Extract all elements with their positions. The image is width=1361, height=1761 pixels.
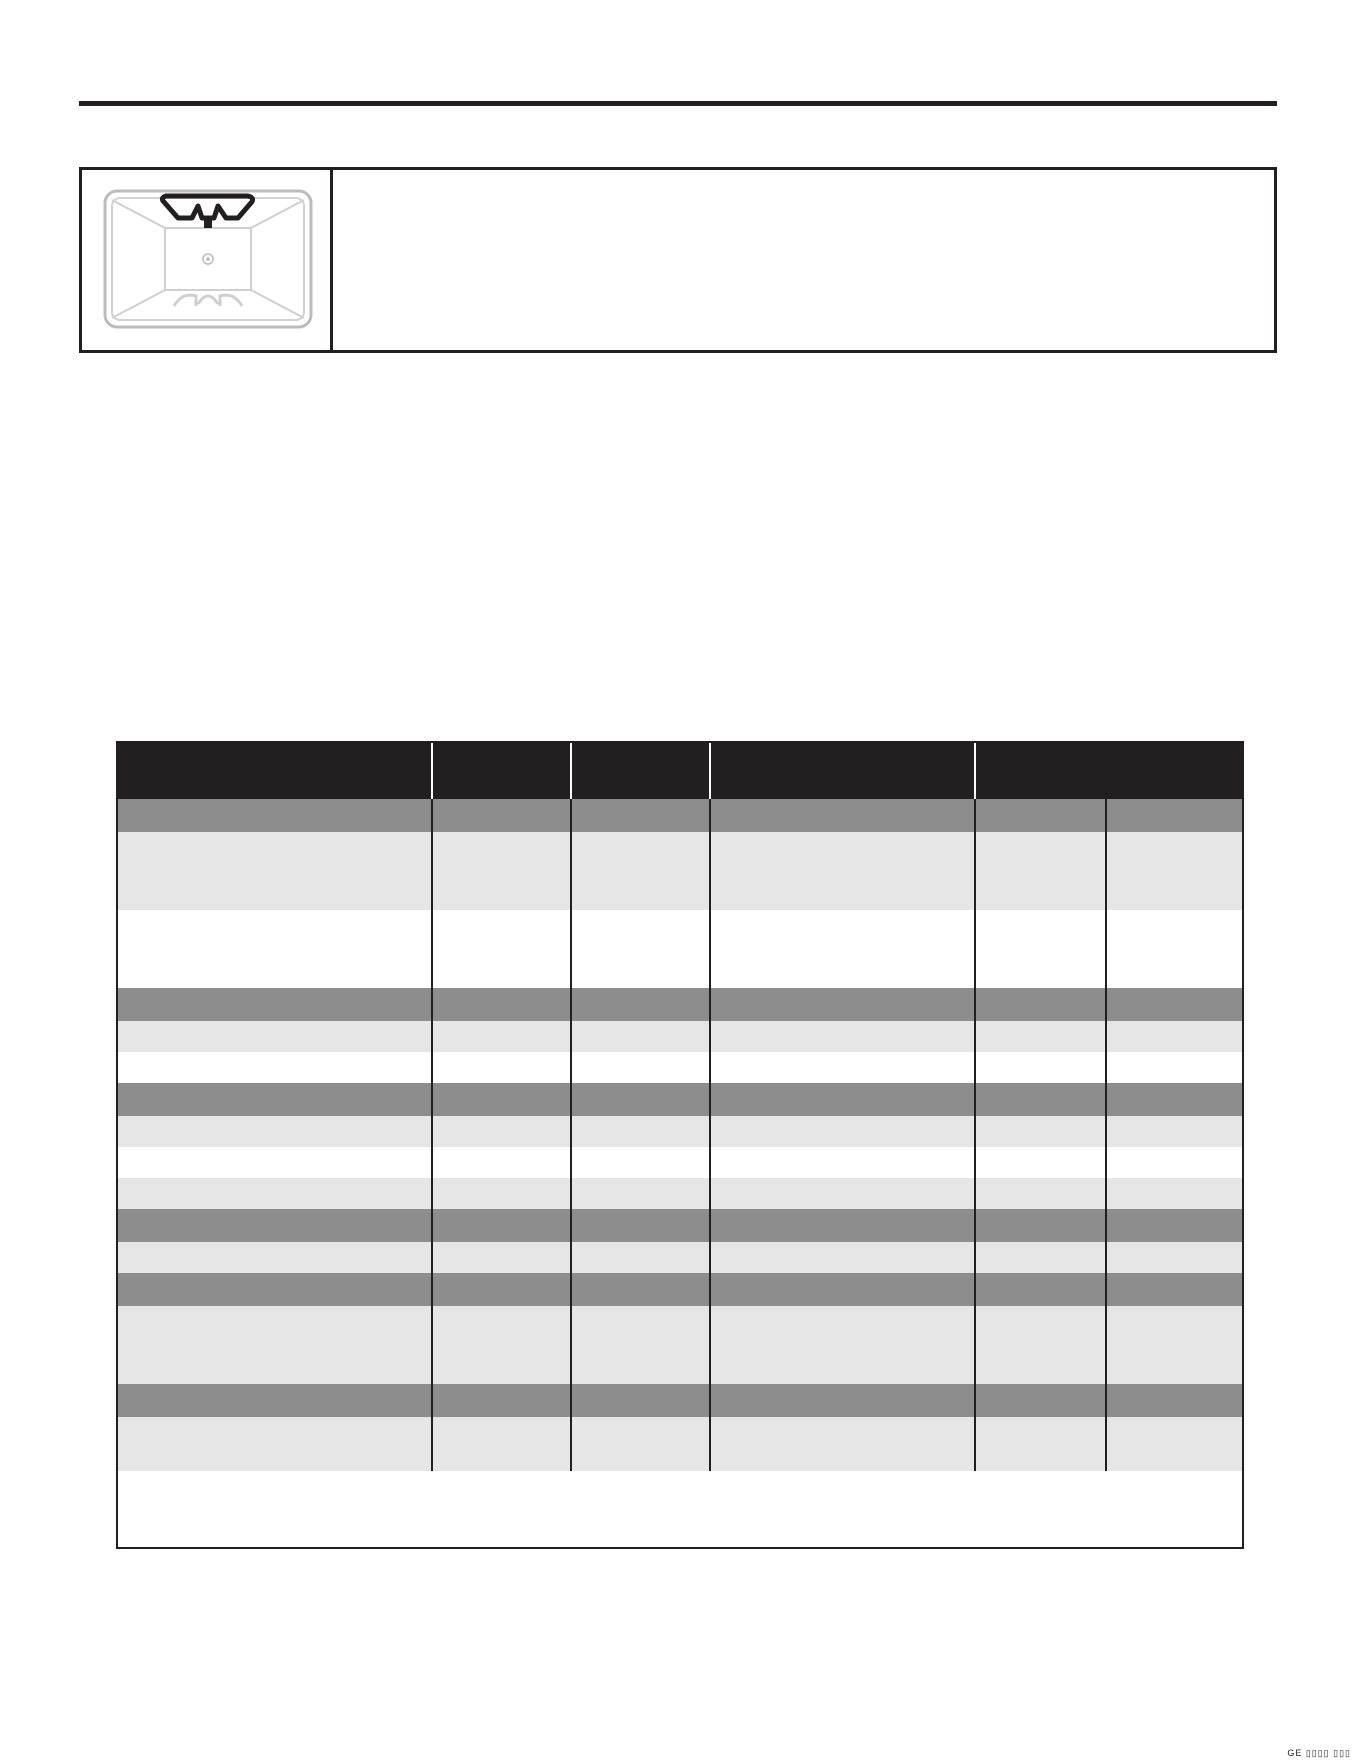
table-cell	[1106, 1417, 1244, 1471]
table-cell	[116, 910, 432, 988]
table-cell	[1106, 1242, 1244, 1273]
table-cell	[432, 1273, 571, 1306]
table-cell	[571, 1052, 710, 1083]
table-cell	[710, 1209, 975, 1242]
table-cell	[571, 1083, 710, 1116]
table-cell	[116, 1116, 432, 1147]
table-cell	[975, 1083, 1106, 1116]
table-cell	[571, 1021, 710, 1052]
table-cell	[116, 799, 432, 832]
table-cell	[710, 1384, 975, 1417]
table-cell	[116, 1242, 432, 1273]
table-cell	[1106, 1052, 1244, 1083]
table-cell	[975, 910, 1106, 988]
table-cell	[571, 799, 710, 832]
table-cell	[432, 1209, 571, 1242]
table-cell	[432, 1384, 571, 1417]
table-cell	[432, 1116, 571, 1147]
table-cell	[116, 1384, 432, 1417]
table-row	[116, 910, 1244, 988]
table-cell	[975, 799, 1106, 832]
table-cell	[975, 832, 1106, 910]
table-cell	[571, 988, 710, 1021]
table-cell	[432, 1178, 571, 1209]
table-cell	[975, 1116, 1106, 1147]
table-cell	[432, 832, 571, 910]
table-cell	[1106, 1384, 1244, 1417]
oven-broil-element-icon	[102, 188, 314, 330]
table-cell	[710, 1116, 975, 1147]
table-cell	[975, 1306, 1106, 1384]
table-cell	[975, 1052, 1106, 1083]
table-cell	[432, 1052, 571, 1083]
table-cell	[432, 1417, 571, 1471]
table-cell	[975, 1417, 1106, 1471]
table-cell	[1106, 1083, 1244, 1116]
table-cell	[571, 1306, 710, 1384]
table-cell	[710, 832, 975, 910]
table-cell	[116, 832, 432, 910]
table-cell	[1106, 832, 1244, 910]
table-cell	[710, 988, 975, 1021]
cooking-guide-table	[116, 741, 1244, 1471]
table-cell	[710, 1306, 975, 1384]
table-cell	[710, 1242, 975, 1273]
table-cell	[571, 832, 710, 910]
table-cell	[432, 1306, 571, 1384]
table-cell	[710, 1417, 975, 1471]
table-cell	[1106, 1273, 1244, 1306]
table-cell	[1106, 1306, 1244, 1384]
table-cell	[710, 1052, 975, 1083]
table-cell	[710, 1021, 975, 1052]
table-cell	[1106, 1147, 1244, 1178]
header-cell	[571, 741, 710, 799]
table-cell	[432, 910, 571, 988]
table-cell	[1106, 1021, 1244, 1052]
table-cell	[975, 1242, 1106, 1273]
table-cell	[571, 1147, 710, 1178]
table-cell	[975, 1209, 1106, 1242]
table-cell	[432, 988, 571, 1021]
info-text	[342, 184, 1260, 336]
table-row	[116, 832, 1244, 910]
header-cell	[432, 741, 571, 799]
table-cell	[571, 1209, 710, 1242]
header-cell	[116, 741, 432, 799]
table-cell	[710, 1178, 975, 1209]
category-row	[116, 1384, 1244, 1417]
table-row	[116, 1417, 1244, 1471]
table-cell	[116, 1178, 432, 1209]
table-cell	[710, 910, 975, 988]
header-cell	[975, 741, 1244, 799]
info-box	[79, 167, 1277, 353]
table-row	[116, 1052, 1244, 1083]
table-row	[116, 1178, 1244, 1209]
table-cell	[1106, 1116, 1244, 1147]
icon-cell	[82, 170, 333, 350]
table-cell	[1106, 988, 1244, 1021]
category-row	[116, 1083, 1244, 1116]
table-cell	[116, 1273, 432, 1306]
table-cell	[116, 1021, 432, 1052]
table-row	[116, 1306, 1244, 1384]
table-cell	[975, 988, 1106, 1021]
table-cell	[432, 1242, 571, 1273]
table-cell	[116, 1417, 432, 1471]
table-cell	[975, 1021, 1106, 1052]
table-cell	[116, 988, 432, 1021]
table-cell	[1106, 799, 1244, 832]
table-cell	[571, 1242, 710, 1273]
table-header-row	[116, 741, 1244, 799]
table-row	[116, 1147, 1244, 1178]
table-cell	[571, 1417, 710, 1471]
table-cell	[710, 1083, 975, 1116]
table-cell	[116, 1083, 432, 1116]
table-row	[116, 1116, 1244, 1147]
top-rule	[79, 101, 1277, 106]
header-cell	[710, 741, 975, 799]
table-body	[116, 799, 1244, 1471]
table-cell	[116, 1147, 432, 1178]
table-cell	[571, 1116, 710, 1147]
table-cell	[432, 1147, 571, 1178]
table-cell	[571, 910, 710, 988]
table-cell	[975, 1178, 1106, 1209]
table-cell	[571, 1384, 710, 1417]
table-cell	[571, 1178, 710, 1209]
table-cell	[710, 1273, 975, 1306]
table-cell	[975, 1384, 1106, 1417]
table-cell	[710, 1147, 975, 1178]
table-row	[116, 1021, 1244, 1052]
table-cell	[116, 1209, 432, 1242]
category-row	[116, 1273, 1244, 1306]
table-cell	[432, 799, 571, 832]
table-cell	[975, 1273, 1106, 1306]
table-cell	[1106, 1178, 1244, 1209]
table-cell	[432, 1083, 571, 1116]
table-cell	[432, 1021, 571, 1052]
category-row	[116, 988, 1244, 1021]
category-row	[116, 1209, 1244, 1242]
table-cell	[571, 1273, 710, 1306]
category-row	[116, 799, 1244, 832]
table-cell	[116, 1052, 432, 1083]
table-cell	[116, 1306, 432, 1384]
table-cell	[975, 1147, 1106, 1178]
table-cell	[1106, 1209, 1244, 1242]
footer-marks: GE ▯▯▯▯ ▯▯▯	[1287, 1748, 1351, 1758]
table-row	[116, 1242, 1244, 1273]
table-cell	[1106, 910, 1244, 988]
table-cell	[710, 799, 975, 832]
